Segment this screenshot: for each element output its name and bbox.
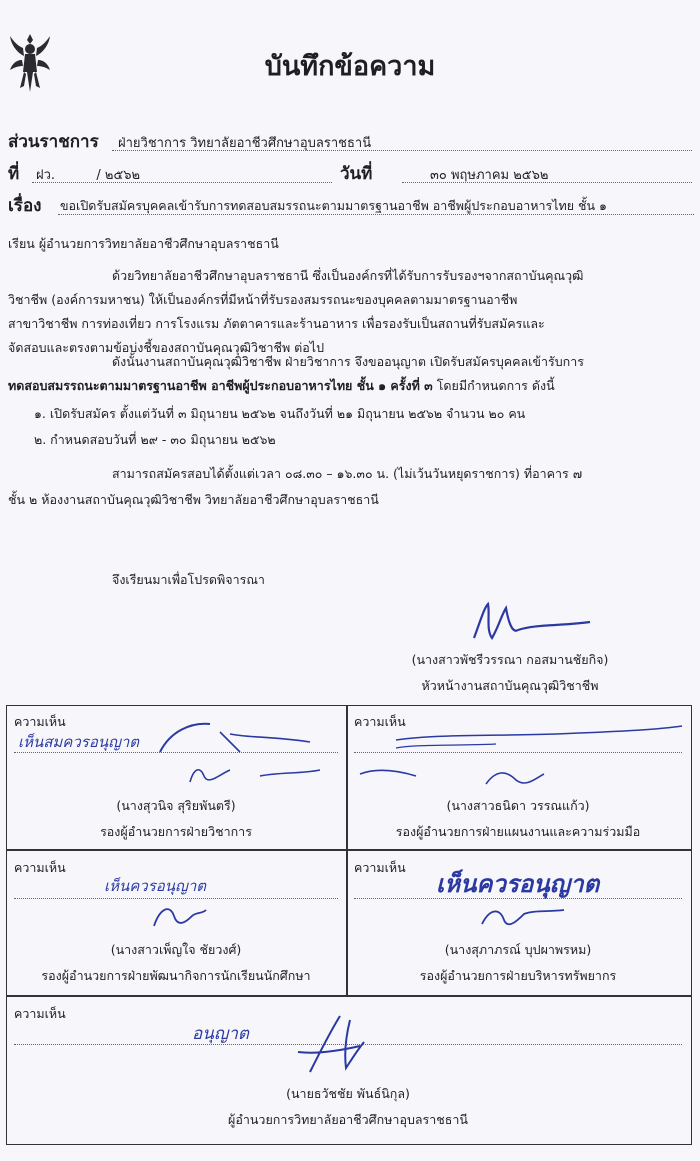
schedule-item-2: ๒. กำหนดสอบวันที่ ๒๙ - ๓๐ มิถุนายน ๒๕๖๒ [34, 432, 276, 447]
opinion-note-1: เห็นสมควรอนุญาต [18, 733, 140, 751]
opinion-name-3: (นางสาวเพ็ญใจ ชัยวงศ์) [110, 942, 242, 957]
opinion-position-5: ผู้อำนวยการวิทยาลัยอาชีวศึกษาอุบลราชธานี [228, 1112, 468, 1127]
closing: จึงเรียนมาเพื่อโปรดพิจารณา [112, 572, 265, 587]
paragraph3-line2: ชั้น ๒ ห้องงานสถาบันคุณวุฒิวิชาชีพ วิทยาลัยอาชีวศึกษาอุบลราชธานี [8, 492, 379, 507]
opinion-name-5: (นายธวัชชัย พันธ์นิกุล) [286, 1086, 410, 1101]
signature-box5 [290, 1012, 370, 1076]
opinion-name-2: (นางสาวธนิดา วรรณแก้ว) [446, 798, 590, 813]
opinion-note-5: อนุญาต [192, 1024, 249, 1044]
subject-label: เรื่อง [8, 196, 42, 216]
salutation: เรียน ผู้อำนวยการวิทยาลัยอาชีวศึกษาอุบลราชธานี [8, 236, 279, 251]
paragraph2-line2 [8, 376, 555, 396]
opinion-label-1: ความเห็น [14, 714, 66, 729]
handwriting-box2 [356, 714, 686, 794]
opinion-note-4: เห็นควรอนุญาต [436, 869, 600, 898]
schedule-item-1: ๑. เปิดรับสมัคร ตั้งแต่วันที่ ๓ มิถุนายน ๒๕๖๒ จนถึงวันที่ ๒๑ มิถุนายน ๒๕๖๒ จำนวน ๒๐ คน [34, 406, 526, 421]
signer-position: หัวหน้างานสถาบันคุณวุฒิวิชาชีพ [421, 678, 599, 693]
no-label: ที่ [8, 164, 20, 184]
dept-value: ฝ่ายวิชาการ วิทยาลัยอาชีวศึกษาอุบลราชธานี [118, 136, 372, 151]
opinion-label-3: ความเห็น [14, 860, 66, 875]
opinion-position-2: รองผู้อำนวยการฝ่ายแผนงานและความร่วมมือ [395, 824, 641, 839]
opinion-note-3: เห็นควรอนุญาต [104, 877, 206, 895]
signature-box4 [478, 900, 568, 936]
date-label: วันที่ [340, 164, 373, 184]
signer-name: (นางสาวพัชรีวรรณา กอสมานชัยกิจ) [411, 652, 609, 667]
date-value: ๓๐ พฤษภาคม ๒๕๖๒ [430, 168, 549, 183]
no-value: ฝว. / ๒๕๖๒ [36, 168, 141, 183]
opinion-position-3: รองผู้อำนวยการฝ่ายพัฒนากิจการนักเรียนนักศึกษา [41, 968, 311, 983]
no-dotline [32, 182, 332, 183]
subject-value: ขอเปิดรับสมัครบุคคลเข้ารับการทดสอบสมรรถนะตามมาตรฐานอาชีพ อาชีพผู้ประกอบอาหารไทย ชั้น ๑ [60, 198, 607, 213]
paragraph1-line2: วิชาชีพ (องค์การมหาชน) ให้เป็นองค์กรที่มีหน้าที่รับรองสมรรถนะของบุคคลตามมาตรฐานอาชีพ [8, 292, 518, 307]
opinion-label-4: ความเห็น [354, 860, 406, 875]
paragraph1-line1: ด้วยวิทยาลัยอาชีวศึกษาอุบลราชธานี ซึ่งเป็นองค์กรที่ได้รับการรับรองฯจากสถาบันคุณวุฒิ [112, 268, 584, 283]
signature-box3 [150, 898, 210, 934]
paragraph1-line4: จัดสอบและตรงตามข้อบ่งชี้ของสถาบันคุณวุฒิวิชาชีพ ต่อไป [8, 340, 325, 355]
paragraph2-line1: ดังนั้นงานสถาบันคุณวุฒิวิชาชีพ ฝ่ายวิชาการ จึงขออนุญาต เปิดรับสมัครบุคคลเข้ารับการ [112, 354, 584, 369]
paragraph1-line3: สาขาวิชาชีพ การท่องเที่ยว การโรงแรม ภัตตาคารและร้านอาหาร เพื่อรองรับเป็นสถานที่รับสมัครและ [8, 316, 545, 331]
opinion-label-5: ความเห็น [14, 1006, 66, 1021]
paragraph2-rest: โดยมีกำหนดการ ดังนี้ [432, 378, 555, 393]
opinion-position-1: รองผู้อำนวยการฝ่ายวิชาการ [100, 824, 252, 839]
date-dotline [402, 182, 692, 183]
opinion-label-2: ความเห็น [354, 714, 406, 729]
opinion-name-4: (นางสุภาภรณ์ บุปผาพรหม) [444, 942, 592, 957]
paragraph3-line1: สามารถสมัครสอบได้ตั้งแต่เวลา ๐๘.๓๐ – ๑๖.๓๐ น. (ไม่เว้นวันหยุดราชการ) ที่อาคาร ๗ [112, 466, 583, 481]
signature-box1 [150, 712, 330, 792]
opinion-position-4: รองผู้อำนวยการฝ่ายบริหารทรัพยากร [419, 968, 617, 983]
signature-main [466, 600, 596, 646]
opinion-name-1: (นางสุวนิจ สุริยพันตรี) [116, 798, 236, 813]
paragraph2-bold: ทดสอบสมรรถนะตามมาตรฐานอาชีพ อาชีพผู้ประกอบอาหารไทย ชั้น ๑ ครั้งที่ ๓ [8, 378, 433, 393]
subject-dotline [58, 214, 694, 215]
dept-label: ส่วนราชการ [8, 132, 99, 152]
dept-dotline [112, 150, 692, 151]
memo-title: บันทึกข้อความ [264, 51, 436, 82]
